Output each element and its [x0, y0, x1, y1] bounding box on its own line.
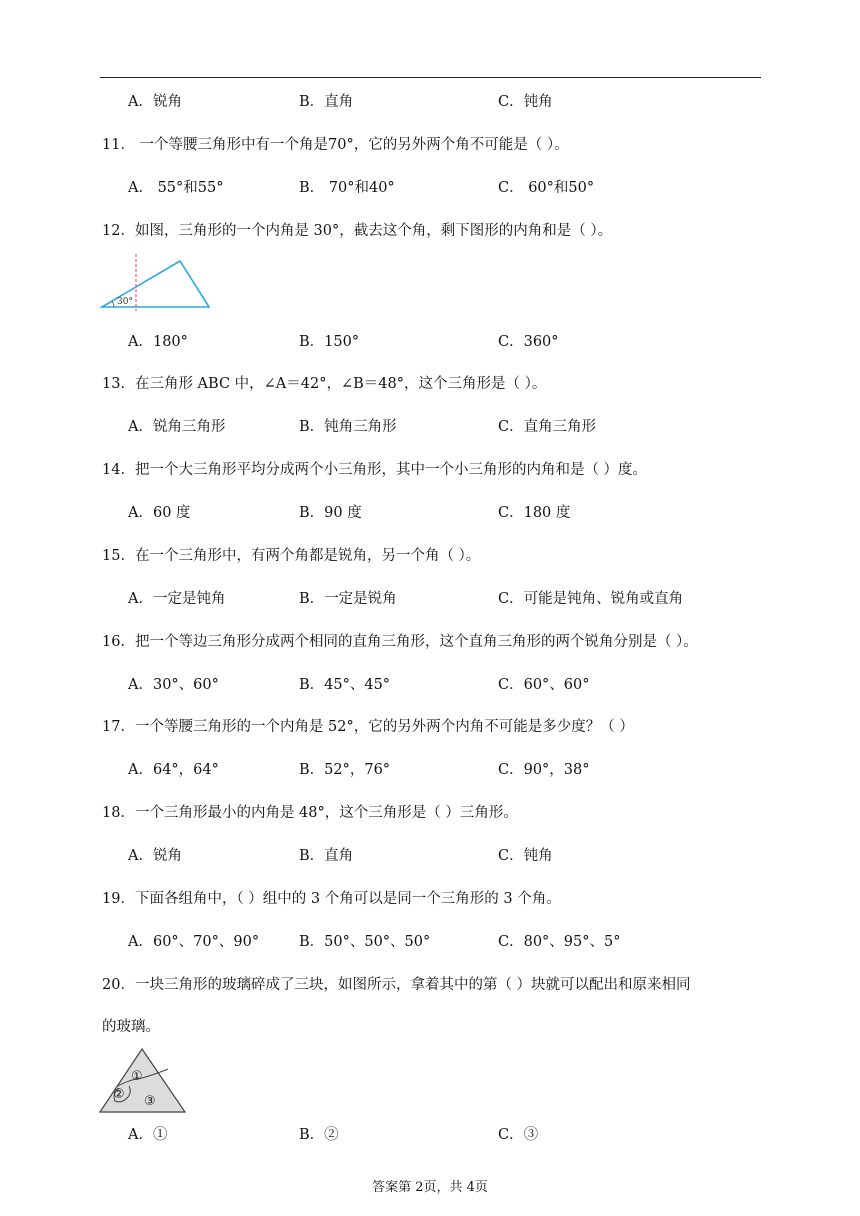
q11-option-b[interactable]: B． 70°和40° — [299, 180, 395, 196]
q17-option-a[interactable]: A．64°，64° — [128, 762, 219, 778]
q10-option-c[interactable]: C．钝角 — [498, 94, 553, 110]
q12-option-b[interactable]: B．150° — [299, 334, 360, 350]
piece-label-1: ① — [131, 1069, 143, 1084]
page-footer: 答案第 2页，共 4页 — [372, 1180, 488, 1195]
q18-stem: 18．一个三角形最小的内角是 48°，这个三角形是（ ）三角形。 — [102, 805, 518, 821]
q20-option-b[interactable]: B．② — [299, 1127, 339, 1143]
q11-option-c[interactable]: C． 60°和50° — [498, 180, 595, 196]
header-rule — [100, 77, 761, 78]
q13-option-b[interactable]: B．钝角三角形 — [299, 419, 397, 435]
q14-option-c[interactable]: C．180 度 — [498, 505, 571, 521]
q13-option-a[interactable]: A．锐角三角形 — [128, 419, 226, 435]
angle-arc — [112, 301, 114, 307]
q14-stem: 14．把一个大三角形平均分成两个小三角形，其中一个小三角形的内角和是（ ）度。 — [102, 462, 648, 478]
q20-stem-line-1: 20．一块三角形的玻璃碎成了三块，如图所示，拿着其中的第（ ）块就可以配出和原来相同 — [102, 977, 691, 993]
q12-triangle-figure — [98, 252, 214, 312]
angle-label: 30° — [117, 297, 133, 307]
q15-option-b[interactable]: B．一定是锐角 — [299, 591, 397, 607]
q16-option-a[interactable]: A．30°、60° — [128, 677, 219, 693]
q14-option-a[interactable]: A．60 度 — [128, 505, 191, 521]
q14-option-b[interactable]: B．90 度 — [299, 505, 362, 521]
q13-option-c[interactable]: C．直角三角形 — [498, 419, 597, 435]
q17-stem: 17．一个等腰三角形的一个内角是 52°，它的另外两个内角不可能是多少度？（ ） — [102, 719, 634, 735]
q12-option-a[interactable]: A．180° — [128, 334, 188, 350]
q12-option-c[interactable]: C．360° — [498, 334, 559, 350]
q11-option-a[interactable]: A． 55°和55° — [128, 180, 224, 196]
q16-option-c[interactable]: C．60°、60° — [498, 677, 590, 693]
q19-stem: 19．下面各组角中，（ ）组中的 3 个角可以是同一个三角形的 3 个角。 — [102, 891, 561, 907]
q19-option-b[interactable]: B．50°、50°、50° — [299, 934, 431, 950]
q18-option-a[interactable]: A．锐角 — [128, 848, 182, 864]
q18-option-c[interactable]: C．钝角 — [498, 848, 553, 864]
q15-stem: 15．在一个三角形中，有两个角都是锐角，另一个角（ ）。 — [102, 548, 481, 564]
q19-option-a[interactable]: A．60°、70°、90° — [128, 934, 260, 950]
q11-stem: 11． 一个等腰三角形中有一个角是70°，它的另外两个角不可能是（ ）。 — [102, 137, 569, 153]
q20-option-a[interactable]: A．① — [128, 1127, 168, 1143]
piece-label-2: ② — [113, 1087, 125, 1102]
q20-broken-glass-figure — [98, 1046, 188, 1116]
q15-option-a[interactable]: A．一定是钝角 — [128, 591, 226, 607]
q19-option-c[interactable]: C．80°、95°、5° — [498, 934, 621, 950]
q13-stem: 13．在三角形 ABC 中，∠A＝42°，∠B＝48°，这个三角形是（ ）。 — [102, 376, 547, 392]
q10-option-b[interactable]: B．直角 — [299, 94, 354, 110]
q16-option-b[interactable]: B．45°、45° — [299, 677, 391, 693]
q12-stem: 12．如图，三角形的一个内角是 30°，截去这个角，剩下图形的内角和是（ ）。 — [102, 223, 613, 239]
q17-option-b[interactable]: B．52°，76° — [299, 762, 391, 778]
q20-stem-line-2: 的玻璃。 — [102, 1019, 160, 1035]
q10-option-a[interactable]: A．锐角 — [128, 94, 182, 110]
piece-label-3: ③ — [144, 1094, 156, 1109]
q15-option-c[interactable]: C．可能是钝角、锐角或直角 — [498, 591, 684, 607]
q20-option-c[interactable]: C．③ — [498, 1127, 539, 1143]
q18-option-b[interactable]: B．直角 — [299, 848, 354, 864]
q16-stem: 16．把一个等边三角形分成两个相同的直角三角形，这个直角三角形的两个锐角分别是（ ）。 — [102, 634, 698, 650]
q17-option-c[interactable]: C．90°，38° — [498, 762, 590, 778]
